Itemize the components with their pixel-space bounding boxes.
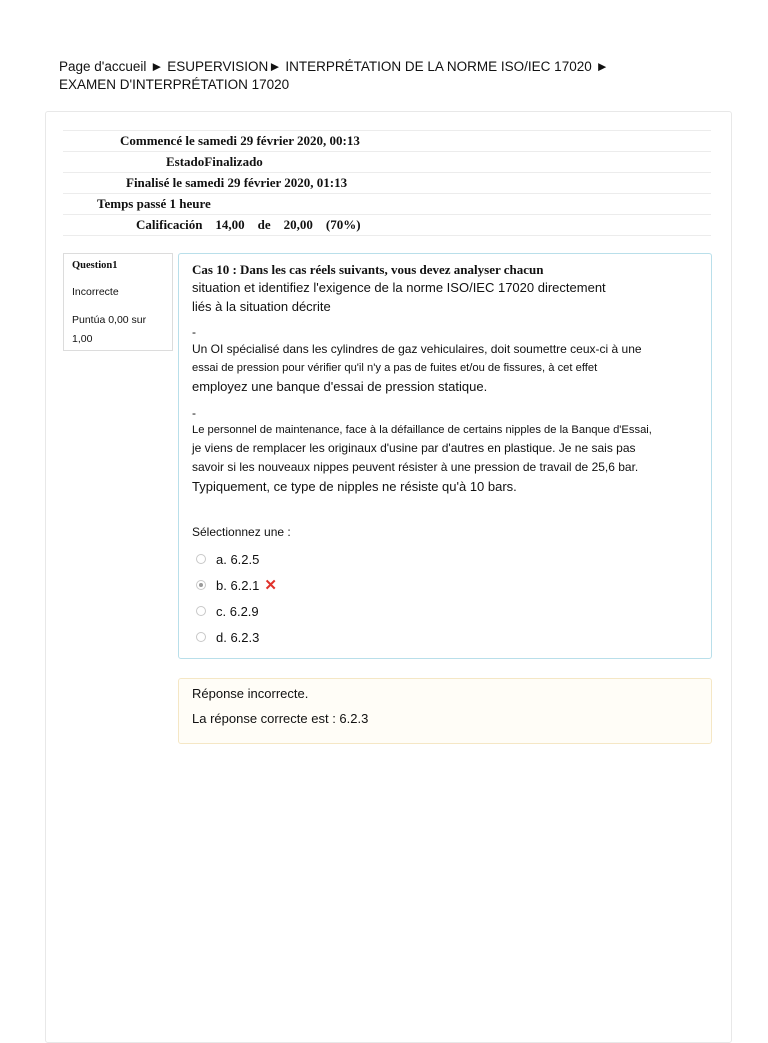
case-line: Typiquement, ce type de nipples ne résiste qu'à 10 bars. — [192, 479, 517, 494]
breadcrumb-line-1[interactable]: Page d'accueil ► ESUPERVISION► INTERPRÉTATION DE LA NORME ISO/IEC 17020 ► — [59, 59, 609, 74]
breadcrumb-line-2[interactable]: EXAMEN D'INTERPRÉTATION 17020 — [59, 77, 290, 92]
radio-button[interactable] — [196, 554, 206, 564]
question-state: Incorrecte — [72, 286, 119, 298]
cross-icon: ✕ — [264, 577, 277, 594]
time-taken: Temps passé 1 heure — [97, 196, 211, 211]
case-line: je viens de remplacer les originaux d'usine par d'autres en plastique. Je ne sais pas — [192, 441, 636, 455]
started-on: Commencé le samedi 29 février 2020, 00:13 — [120, 133, 360, 148]
answer-label[interactable]: d. 6.2.3 — [216, 629, 260, 645]
answer-option-c[interactable] — [196, 598, 277, 624]
question-number: Question1 — [72, 260, 118, 271]
separator-dash: - — [192, 325, 196, 339]
answer-list — [196, 546, 277, 650]
feedback-result: Réponse incorrecte. — [192, 686, 309, 701]
question-text — [192, 262, 702, 496]
separator-dash: - — [192, 406, 196, 420]
case-line: Le personnel de maintenance, face à la défaillance de certains nipples de la Banque d'Essai, — [192, 424, 652, 436]
completed-on: Finalisé le samedi 29 février 2020, 01:13 — [126, 175, 348, 190]
grade: Calificación 14,00 de 20,00 (70%) — [136, 217, 361, 232]
radio-button-selected[interactable] — [196, 580, 206, 590]
answer-label[interactable]: c. 6.2.9 — [216, 603, 259, 619]
case-line: savoir si les nouveaux nippes peuvent résister à une pression de travail de 25,6 bar. — [192, 460, 639, 474]
answer-option-d[interactable] — [196, 624, 277, 650]
case-line: essai de pression pour vérifier qu'il n'y a pas de fuites et/ou de fissures, à cet effet — [192, 362, 598, 374]
answer-label[interactable]: a. 6.2.5 — [216, 551, 260, 567]
radio-button[interactable] — [196, 632, 206, 642]
question-grade: Puntúa 0,00 sur 1,00 — [72, 314, 147, 345]
radio-button[interactable] — [196, 606, 206, 616]
breadcrumb — [59, 58, 659, 94]
question-intro-line: situation et identifiez l'exigence de la norme ISO/IEC 17020 directement — [192, 280, 606, 295]
attempt-state: EstadoFinalizado — [166, 154, 263, 169]
answer-option-a[interactable] — [196, 546, 277, 572]
answer-option-b[interactable] — [196, 572, 277, 598]
question-info — [63, 253, 173, 351]
case-line: Un OI spécialisé dans les cylindres de gaz vehiculaires, doit soumettre ceux-ci à une — [192, 342, 642, 356]
feedback-correct-answer: La réponse correcte est : 6.2.3 — [192, 711, 369, 726]
case-line: employez une banque d'essai de pression statique. — [192, 379, 488, 394]
question-title: Cas 10 : Dans les cas réels suivants, vous devez analyser chacun — [192, 262, 544, 277]
question-intro-line: liés à la situation décrite — [192, 299, 331, 314]
attempt-summary — [63, 130, 711, 236]
select-one-label: Sélectionnez une : — [192, 525, 291, 539]
answer-label[interactable]: b. 6.2.1 — [216, 577, 260, 593]
